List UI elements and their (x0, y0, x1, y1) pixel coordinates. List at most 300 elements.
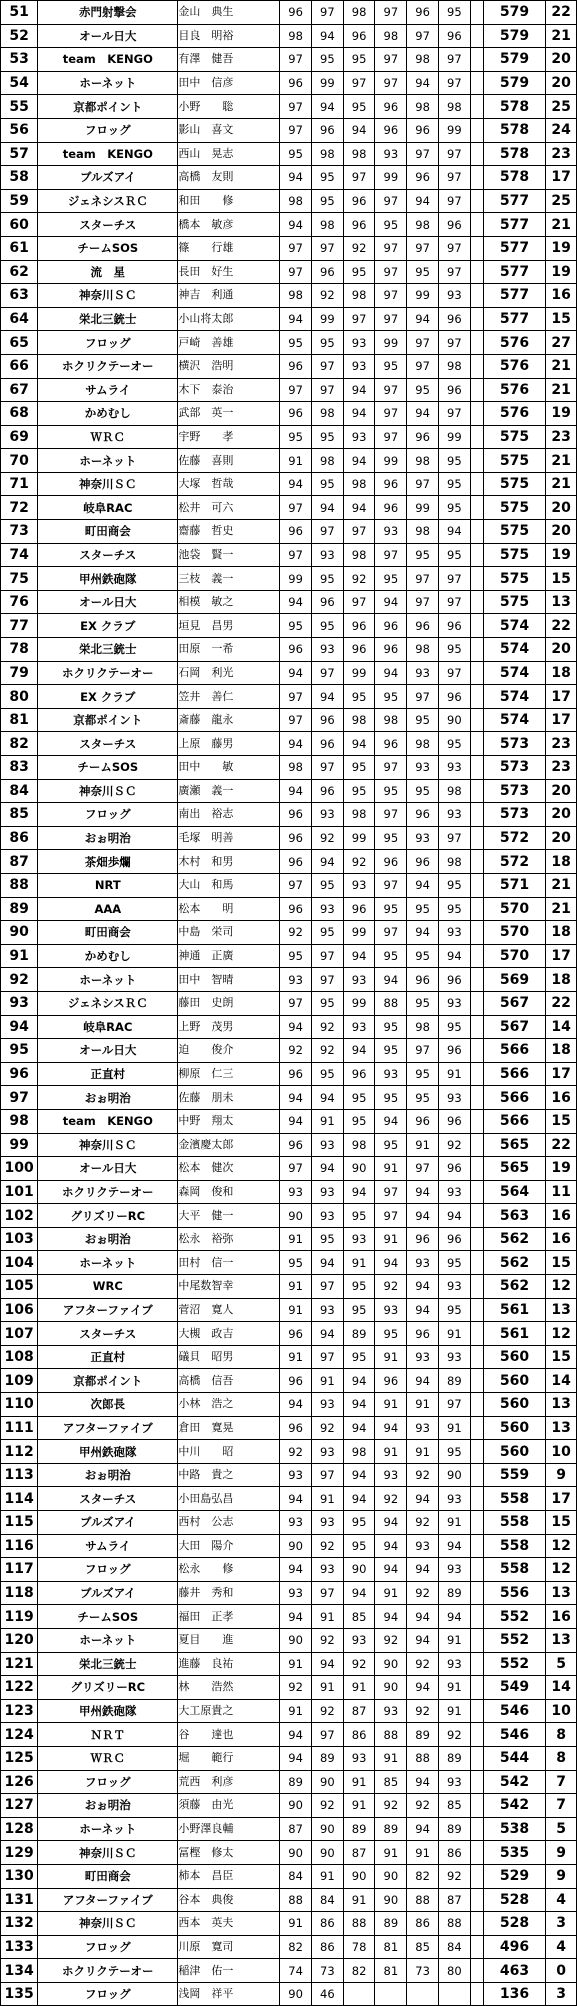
score-5-cell: 98 (407, 1015, 439, 1039)
shooter-name-cell: 川原 寛司 (178, 1935, 280, 1959)
score-4-cell: 90 (375, 1676, 407, 1700)
x-count-cell: 5 (546, 1652, 577, 1676)
score-1-cell: 90 (280, 1841, 312, 1865)
spacer-cell (470, 944, 483, 968)
score-1-cell: 97 (280, 873, 312, 897)
score-3-cell: 89 (343, 1817, 375, 1841)
team-cell: 甲州鉄砲隊 (38, 1440, 178, 1464)
score-5-cell: 98 (407, 732, 439, 756)
rank-cell: 72 (1, 496, 38, 520)
score-5-cell: 94 (407, 1770, 439, 1794)
score-5-cell: 97 (407, 236, 439, 260)
shooter-name-cell: 大塚 哲哉 (178, 472, 280, 496)
score-5-cell: 99 (407, 284, 439, 308)
total-score-cell: 558 (483, 1487, 545, 1511)
shooter-name-cell: 大山 和馬 (178, 873, 280, 897)
score-3-cell: 95 (343, 1511, 375, 1535)
rank-cell: 123 (1, 1699, 38, 1723)
total-score-cell: 575 (483, 496, 545, 520)
score-3-cell: 99 (343, 921, 375, 945)
x-count-cell: 23 (546, 756, 577, 780)
spacer-cell (470, 708, 483, 732)
shooter-name-cell: 神通 正廣 (178, 944, 280, 968)
total-score-cell: 577 (483, 236, 545, 260)
shooter-name-cell: 上原 藤男 (178, 732, 280, 756)
shooter-name-cell: 西村 公志 (178, 1511, 280, 1535)
score-6-cell: 93 (438, 1770, 470, 1794)
score-3-cell: 98 (343, 142, 375, 166)
score-4-cell: 97 (375, 236, 407, 260)
table-row (1, 472, 577, 496)
score-2-cell: 92 (311, 1699, 343, 1723)
x-count-cell: 17 (546, 944, 577, 968)
score-1-cell: 96 (280, 1322, 312, 1346)
score-4-cell: 97 (375, 307, 407, 331)
table-row (1, 449, 577, 473)
x-count-cell: 24 (546, 118, 577, 142)
shooter-name-cell: 影山 喜文 (178, 118, 280, 142)
table-row (1, 1605, 577, 1629)
team-cell: ホーネット (38, 968, 178, 992)
score-3-cell: 94 (343, 402, 375, 426)
score-6-cell: 97 (438, 661, 470, 685)
score-6-cell: 91 (438, 1322, 470, 1346)
score-4-cell: 92 (375, 1275, 407, 1299)
score-4-cell: 93 (375, 1298, 407, 1322)
score-2-cell: 93 (311, 1133, 343, 1157)
score-3-cell: 93 (343, 425, 375, 449)
score-6-cell: 98 (438, 354, 470, 378)
shooter-name-cell: 西山 晃志 (178, 142, 280, 166)
rank-cell: 96 (1, 1062, 38, 1086)
score-3-cell: 86 (343, 1723, 375, 1747)
team-cell: アフターファイブ (38, 1298, 178, 1322)
score-6-cell: 97 (438, 826, 470, 850)
total-score-cell: 538 (483, 1817, 545, 1841)
x-count-cell: 0 (546, 1959, 577, 1983)
x-count-cell: 20 (546, 826, 577, 850)
rank-cell: 111 (1, 1416, 38, 1440)
score-2-cell: 95 (311, 48, 343, 72)
shooter-name-cell: 田中 智晴 (178, 968, 280, 992)
spacer-cell (470, 638, 483, 662)
score-5-cell: 92 (407, 1794, 439, 1818)
score-5-cell: 93 (407, 661, 439, 685)
score-2-cell: 95 (311, 472, 343, 496)
rank-cell: 69 (1, 425, 38, 449)
score-2-cell: 97 (311, 968, 343, 992)
score-3-cell: 93 (343, 331, 375, 355)
score-1-cell: 74 (280, 1959, 312, 1983)
team-cell: team KENGO (38, 142, 178, 166)
table-row (1, 1251, 577, 1275)
score-4-cell: 97 (375, 1204, 407, 1228)
rank-cell: 99 (1, 1133, 38, 1157)
score-1-cell: 95 (280, 425, 312, 449)
score-1-cell: 94 (280, 1487, 312, 1511)
total-score-cell: 579 (483, 48, 545, 72)
score-6-cell: 95 (438, 873, 470, 897)
score-1-cell: 97 (280, 1157, 312, 1181)
team-cell: 神奈川ＳＣ (38, 472, 178, 496)
shooter-name-cell: 進藤 良祐 (178, 1652, 280, 1676)
score-2-cell: 96 (311, 260, 343, 284)
score-5-cell: 92 (407, 1463, 439, 1487)
score-5-cell: 82 (407, 1864, 439, 1888)
spacer-cell (470, 850, 483, 874)
score-2-cell: 95 (311, 921, 343, 945)
spacer-cell (470, 425, 483, 449)
score-3-cell: 99 (343, 991, 375, 1015)
score-3-cell (343, 1982, 375, 2006)
score-4-cell: 97 (375, 1, 407, 25)
score-4-cell: 93 (375, 1699, 407, 1723)
table-row (1, 944, 577, 968)
x-count-cell: 21 (546, 873, 577, 897)
team-cell: フロッグ (38, 331, 178, 355)
score-2-cell: 90 (311, 1817, 343, 1841)
total-score-cell: 570 (483, 921, 545, 945)
spacer-cell (470, 1440, 483, 1464)
score-4-cell: 99 (375, 331, 407, 355)
team-cell: 甲州鉄砲隊 (38, 1699, 178, 1723)
total-score-cell: 573 (483, 732, 545, 756)
score-6-cell: 97 (438, 48, 470, 72)
shooter-name-cell: 堀 範行 (178, 1746, 280, 1770)
score-5-cell: 95 (407, 991, 439, 1015)
score-6-cell: 94 (438, 1605, 470, 1629)
score-4-cell: 97 (375, 71, 407, 95)
score-2-cell: 96 (311, 590, 343, 614)
score-6-cell: 96 (438, 1039, 470, 1063)
team-cell: チームSOS (38, 1605, 178, 1629)
rank-cell: 64 (1, 307, 38, 331)
score-3-cell: 98 (343, 1, 375, 25)
total-score-cell: 565 (483, 1133, 545, 1157)
score-4-cell: 89 (375, 1817, 407, 1841)
team-cell: オール日大 (38, 1157, 178, 1181)
score-4-cell: 96 (375, 1369, 407, 1393)
shooter-name-cell: 倉田 寛晃 (178, 1416, 280, 1440)
score-5-cell: 94 (407, 1298, 439, 1322)
score-1-cell: 91 (280, 449, 312, 473)
rank-cell: 81 (1, 708, 38, 732)
team-cell: オール日大 (38, 24, 178, 48)
score-1-cell: 96 (280, 803, 312, 827)
team-cell: NRT (38, 873, 178, 897)
rank-cell: 98 (1, 1109, 38, 1133)
rank-cell: 93 (1, 991, 38, 1015)
shooter-name-cell: 谷 達也 (178, 1723, 280, 1747)
spacer-cell (470, 1251, 483, 1275)
score-5-cell: 94 (407, 1275, 439, 1299)
spacer-cell (470, 1227, 483, 1251)
score-2-cell: 93 (311, 1180, 343, 1204)
score-1-cell: 91 (280, 1275, 312, 1299)
score-5-cell: 97 (407, 472, 439, 496)
score-3-cell: 94 (343, 1369, 375, 1393)
team-cell: グリズリーRC (38, 1204, 178, 1228)
table-row (1, 567, 577, 591)
score-6-cell: 94 (438, 520, 470, 544)
table-row (1, 803, 577, 827)
total-score-cell: 570 (483, 897, 545, 921)
score-3-cell: 92 (343, 1652, 375, 1676)
spacer-cell (470, 1322, 483, 1346)
score-1-cell: 91 (280, 1227, 312, 1251)
total-score-cell: 577 (483, 189, 545, 213)
score-1-cell: 94 (280, 1086, 312, 1110)
total-score-cell: 575 (483, 567, 545, 591)
score-4-cell: 94 (375, 1109, 407, 1133)
team-cell: オール日大 (38, 1039, 178, 1063)
team-cell: ホクリクテーオー (38, 1959, 178, 1983)
score-6-cell: 93 (438, 756, 470, 780)
score-4-cell: 95 (375, 1133, 407, 1157)
rank-cell: 62 (1, 260, 38, 284)
team-cell: 正直村 (38, 1062, 178, 1086)
score-3-cell: 94 (343, 449, 375, 473)
score-1-cell: 91 (280, 1652, 312, 1676)
rank-cell: 66 (1, 354, 38, 378)
score-5-cell: 96 (407, 1227, 439, 1251)
x-count-cell: 20 (546, 638, 577, 662)
score-2-cell: 91 (311, 1109, 343, 1133)
score-2-cell: 94 (311, 95, 343, 119)
x-count-cell: 17 (546, 1487, 577, 1511)
score-5-cell: 94 (407, 1558, 439, 1582)
shooter-name-cell: 中野 翔太 (178, 1109, 280, 1133)
score-5-cell: 94 (407, 1204, 439, 1228)
score-6-cell: 95 (438, 449, 470, 473)
score-5-cell: 97 (407, 142, 439, 166)
score-5-cell: 94 (407, 71, 439, 95)
score-2-cell: 91 (311, 1605, 343, 1629)
score-1-cell: 91 (280, 1345, 312, 1369)
total-score-cell: 558 (483, 1534, 545, 1558)
score-6-cell: 98 (438, 779, 470, 803)
score-6-cell: 96 (438, 1227, 470, 1251)
x-count-cell: 19 (546, 543, 577, 567)
team-cell: ホーネット (38, 1817, 178, 1841)
score-4-cell: 99 (375, 166, 407, 190)
score-6-cell: 89 (438, 1581, 470, 1605)
team-cell: ホクリクテーオー (38, 354, 178, 378)
shooter-name-cell: 大工原貴之 (178, 1699, 280, 1723)
team-cell: おぉ明治 (38, 1227, 178, 1251)
total-score-cell: 535 (483, 1841, 545, 1865)
shooter-name-cell: 三枝 義一 (178, 567, 280, 591)
shooter-name-cell: 藤田 史朗 (178, 991, 280, 1015)
score-3-cell: 78 (343, 1935, 375, 1959)
table-row (1, 1393, 577, 1417)
score-5-cell: 93 (407, 1416, 439, 1440)
shooter-name-cell: 斎藤 龍永 (178, 708, 280, 732)
score-2-cell: 94 (311, 496, 343, 520)
rank-cell: 106 (1, 1298, 38, 1322)
rank-cell: 119 (1, 1605, 38, 1629)
rank-cell: 86 (1, 826, 38, 850)
x-count-cell: 5 (546, 1817, 577, 1841)
score-5-cell: 93 (407, 826, 439, 850)
score-6-cell: 91 (438, 1062, 470, 1086)
score-4-cell: 81 (375, 1935, 407, 1959)
total-score-cell: 562 (483, 1227, 545, 1251)
table-row (1, 307, 577, 331)
shooter-name-cell: 高橋 信吾 (178, 1369, 280, 1393)
table-row (1, 756, 577, 780)
score-6-cell: 92 (438, 1723, 470, 1747)
rank-cell: 100 (1, 1157, 38, 1181)
score-5-cell: 97 (407, 590, 439, 614)
spacer-cell (470, 1393, 483, 1417)
score-4-cell: 81 (375, 1959, 407, 1983)
shooter-name-cell: 金濱慶太郎 (178, 1133, 280, 1157)
team-cell: ジェネシスＲＣ (38, 991, 178, 1015)
score-1-cell: 92 (280, 1676, 312, 1700)
score-1-cell: 96 (280, 520, 312, 544)
shooter-name-cell: 南出 裕志 (178, 803, 280, 827)
shooter-name-cell: 篠 行雄 (178, 236, 280, 260)
spacer-cell (470, 213, 483, 237)
team-cell: 栄北三銃士 (38, 1652, 178, 1676)
score-3-cell: 96 (343, 638, 375, 662)
spacer-cell (470, 1959, 483, 1983)
score-6-cell: 93 (438, 1275, 470, 1299)
score-1-cell: 93 (280, 1581, 312, 1605)
rank-cell: 133 (1, 1935, 38, 1959)
rank-cell: 65 (1, 331, 38, 355)
score-2-cell: 93 (311, 1204, 343, 1228)
score-6-cell: 91 (438, 1628, 470, 1652)
spacer-cell (470, 1109, 483, 1133)
table-row (1, 1652, 577, 1676)
team-cell: おぉ明治 (38, 1794, 178, 1818)
table-row (1, 213, 577, 237)
score-6-cell: 89 (438, 1746, 470, 1770)
score-1-cell: 99 (280, 567, 312, 591)
score-4-cell: 91 (375, 1746, 407, 1770)
score-6-cell: 94 (438, 944, 470, 968)
shooter-name-cell: 谷本 典俊 (178, 1888, 280, 1912)
rank-cell: 53 (1, 48, 38, 72)
score-4-cell: 98 (375, 24, 407, 48)
score-6-cell: 96 (438, 685, 470, 709)
score-2-cell: 90 (311, 1770, 343, 1794)
score-1-cell: 97 (280, 496, 312, 520)
score-5-cell: 94 (407, 873, 439, 897)
total-score-cell: 579 (483, 1, 545, 25)
shooter-name-cell: 小田島弘昌 (178, 1487, 280, 1511)
spacer-cell (470, 921, 483, 945)
score-2-cell: 95 (311, 331, 343, 355)
shooter-name-cell: 西本 英夫 (178, 1912, 280, 1936)
score-3-cell: 92 (343, 236, 375, 260)
score-3-cell: 94 (343, 496, 375, 520)
total-score-cell: 528 (483, 1888, 545, 1912)
team-cell: スターチス (38, 732, 178, 756)
table-row (1, 425, 577, 449)
table-row (1, 1487, 577, 1511)
spacer-cell (470, 1864, 483, 1888)
score-2-cell: 97 (311, 520, 343, 544)
shooter-name-cell: 齋藤 哲史 (178, 520, 280, 544)
spacer-cell (470, 991, 483, 1015)
score-5-cell: 92 (407, 1652, 439, 1676)
score-5-cell: 96 (407, 118, 439, 142)
score-3-cell: 98 (343, 472, 375, 496)
total-score-cell: 544 (483, 1746, 545, 1770)
spacer-cell (470, 284, 483, 308)
spacer-cell (470, 614, 483, 638)
table-row (1, 71, 577, 95)
score-1-cell: 96 (280, 354, 312, 378)
spacer-cell (470, 142, 483, 166)
shooter-name-cell: 柳原 仁三 (178, 1062, 280, 1086)
x-count-cell: 15 (546, 1109, 577, 1133)
shooter-name-cell: 浅岡 祥平 (178, 1982, 280, 2006)
rank-cell: 105 (1, 1275, 38, 1299)
rank-cell: 79 (1, 661, 38, 685)
team-cell: ブルズアイ (38, 166, 178, 190)
x-count-cell: 13 (546, 1393, 577, 1417)
table-row (1, 590, 577, 614)
score-1-cell: 96 (280, 897, 312, 921)
score-1-cell: 90 (280, 1204, 312, 1228)
table-row (1, 1888, 577, 1912)
shooter-name-cell: 松本 明 (178, 897, 280, 921)
score-2-cell: 94 (311, 850, 343, 874)
x-count-cell: 17 (546, 685, 577, 709)
score-3-cell: 97 (343, 520, 375, 544)
total-score-cell: 579 (483, 71, 545, 95)
score-1-cell: 94 (280, 472, 312, 496)
shooter-name-cell: 木村 和男 (178, 850, 280, 874)
spacer-cell (470, 1770, 483, 1794)
rank-cell: 103 (1, 1227, 38, 1251)
table-row (1, 1440, 577, 1464)
score-2-cell: 95 (311, 991, 343, 1015)
score-2-cell: 93 (311, 543, 343, 567)
score-6-cell: 97 (438, 260, 470, 284)
score-4-cell: 95 (375, 213, 407, 237)
table-row (1, 991, 577, 1015)
score-2-cell: 46 (311, 1982, 343, 2006)
table-row (1, 638, 577, 662)
table-row (1, 378, 577, 402)
spacer-cell (470, 520, 483, 544)
score-3-cell: 95 (343, 1275, 375, 1299)
team-cell: おぉ明治 (38, 826, 178, 850)
score-1-cell: 94 (280, 1393, 312, 1417)
table-row (1, 1581, 577, 1605)
score-6-cell: 98 (438, 850, 470, 874)
table-row (1, 402, 577, 426)
table-row (1, 1628, 577, 1652)
spacer-cell (470, 1605, 483, 1629)
score-4-cell: 94 (375, 1605, 407, 1629)
x-count-cell: 23 (546, 142, 577, 166)
score-2-cell: 94 (311, 1251, 343, 1275)
score-6-cell: 96 (438, 1157, 470, 1181)
rank-cell: 124 (1, 1723, 38, 1747)
rank-cell: 56 (1, 118, 38, 142)
score-1-cell: 82 (280, 1935, 312, 1959)
x-count-cell: 18 (546, 921, 577, 945)
team-cell: ホクリクテーオー (38, 1180, 178, 1204)
score-1-cell: 94 (280, 661, 312, 685)
x-count-cell: 22 (546, 1, 577, 25)
